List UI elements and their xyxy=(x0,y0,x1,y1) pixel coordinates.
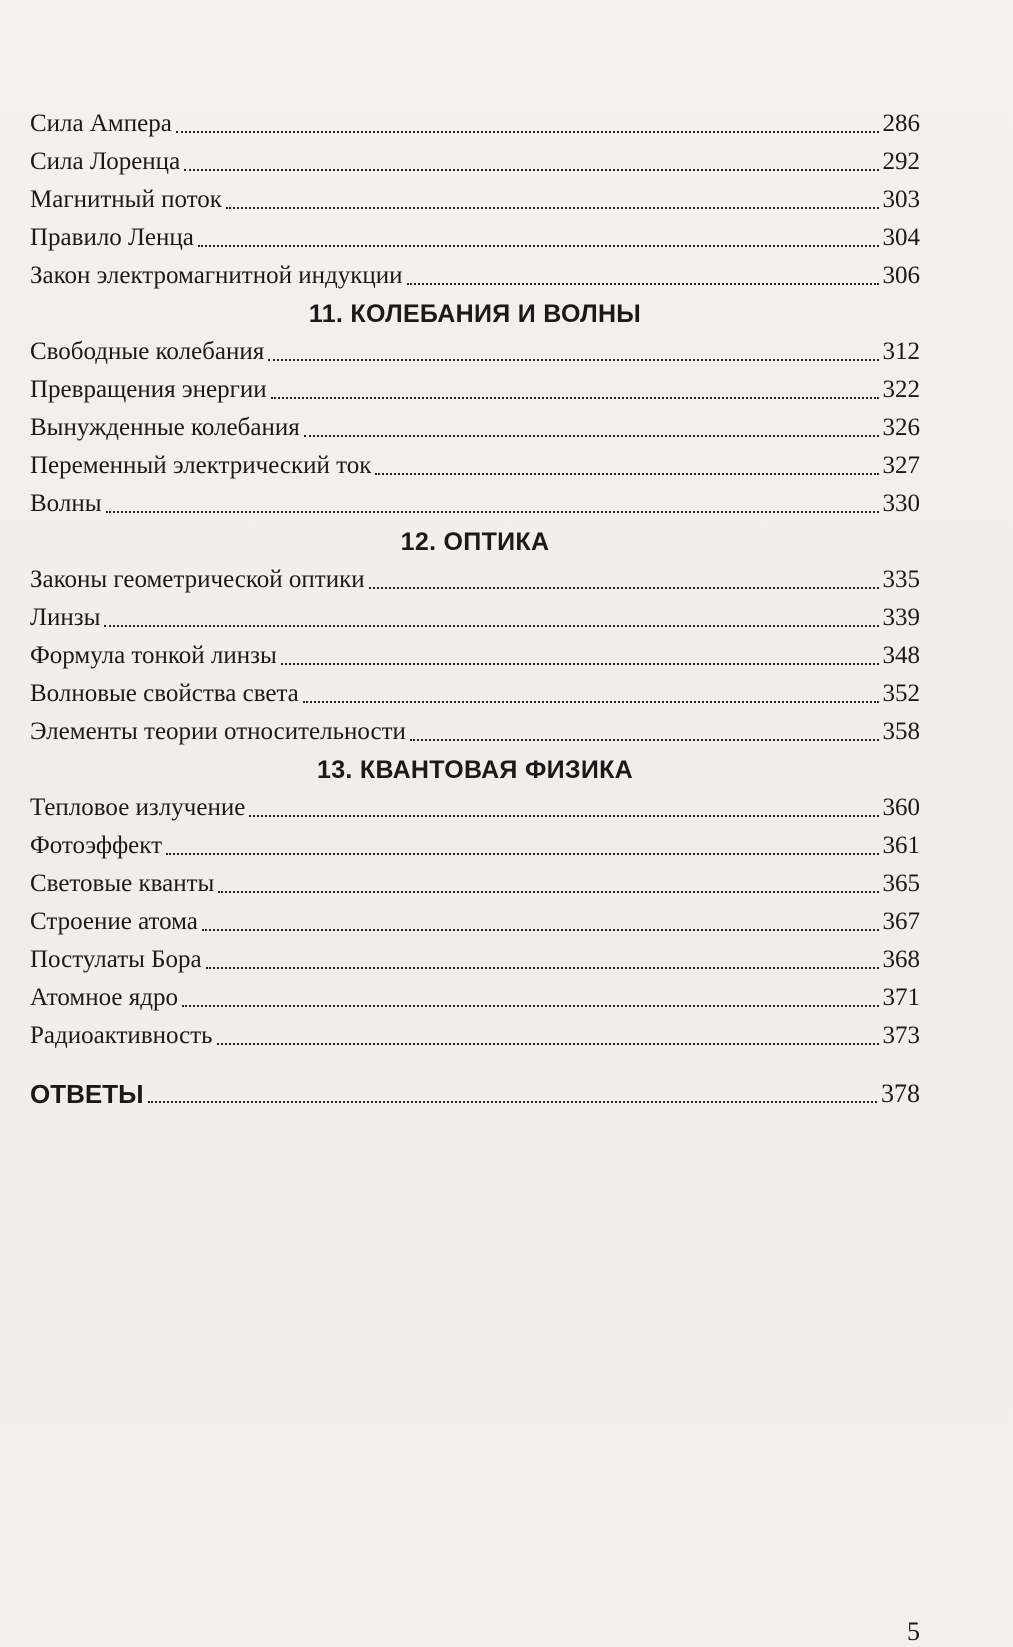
toc-entry-free-oscillations xyxy=(30,329,920,367)
toc-entry-title: Формула тонкой линзы xyxy=(30,642,277,669)
toc-entry-page: 360 xyxy=(882,794,920,821)
toc-entry-radioactivity xyxy=(30,1013,920,1051)
toc-entry-thermal-radiation xyxy=(30,785,920,823)
toc-entry-wave-properties-of-light xyxy=(30,671,920,709)
toc-entry-atom-structure xyxy=(30,899,920,937)
toc-leader-dots xyxy=(218,891,878,893)
section-heading-13: 13. КВАНТОВАЯ ФИЗИКА xyxy=(317,756,633,784)
toc-entry-page: 335 xyxy=(882,566,920,593)
toc-entry-title: Фотоэффект xyxy=(30,832,162,859)
toc-entry-title: Волны xyxy=(30,490,102,517)
toc-entry-title: Волновые свойства света xyxy=(30,680,299,707)
toc-leader-dots xyxy=(407,283,879,285)
toc-entry-title: Элементы теории относительности xyxy=(30,718,406,745)
toc-entry-page: 368 xyxy=(882,946,920,973)
toc-leader-dots xyxy=(410,739,879,741)
table-of-contents xyxy=(30,101,920,1109)
toc-entry-induction-law xyxy=(30,253,920,291)
toc-entry-geometric-optics xyxy=(30,557,920,595)
toc-entry-page: 339 xyxy=(882,604,920,631)
toc-leader-dots xyxy=(198,245,879,247)
section-heading-12: 12. ОПТИКА xyxy=(400,528,550,556)
toc-entry-title: Магнитный поток xyxy=(30,186,222,213)
toc-entry-page: 367 xyxy=(882,908,920,935)
toc-entry-page: 292 xyxy=(882,148,920,175)
toc-entry-title: ОТВЕТЫ xyxy=(30,1079,144,1109)
toc-entry-page: 306 xyxy=(882,262,920,289)
toc-entry-title: Атомное ядро xyxy=(30,984,178,1011)
toc-entry-page: 303 xyxy=(882,186,920,213)
toc-leader-dots xyxy=(104,625,878,627)
toc-entry-energy-conversion xyxy=(30,367,920,405)
toc-entry-page: 361 xyxy=(882,832,920,859)
toc-entry-forced-oscillations xyxy=(30,405,920,443)
toc-entry-alternating-current xyxy=(30,443,920,481)
toc-entry-lenses xyxy=(30,595,920,633)
toc-leader-dots xyxy=(106,511,879,513)
page-number: 5 xyxy=(907,1617,920,1646)
toc-entry-title: Тепловое излучение xyxy=(30,794,246,821)
toc-entry-page: 304 xyxy=(882,224,920,251)
toc-leader-dots xyxy=(303,701,879,703)
toc-entry-page: 358 xyxy=(882,718,920,745)
toc-leader-dots xyxy=(166,853,879,855)
toc-entry-title: Превращения энергии xyxy=(30,376,267,403)
toc-leader-dots xyxy=(271,397,879,399)
toc-entry-title: Строение атома xyxy=(30,908,198,935)
toc-leader-dots xyxy=(206,967,879,969)
toc-entry-photoeffect xyxy=(30,823,920,861)
toc-entry-answers xyxy=(30,1051,920,1109)
toc-entry-page: 352 xyxy=(882,680,920,707)
toc-leader-dots xyxy=(176,131,879,133)
toc-leader-dots xyxy=(304,435,879,437)
toc-entry-page: 371 xyxy=(882,984,920,1011)
toc-entry-lenz-rule xyxy=(30,215,920,253)
toc-leader-dots xyxy=(182,1005,879,1007)
toc-entry-lorentz-force xyxy=(30,139,920,177)
toc-entry-page: 378 xyxy=(881,1079,920,1108)
toc-leader-dots xyxy=(369,587,879,589)
toc-entry-title: Закон электромагнитной индукции xyxy=(30,262,403,289)
toc-entry-title: Радиоактивность xyxy=(30,1022,213,1049)
toc-entry-title: Линзы xyxy=(30,604,101,631)
toc-entry-relativity xyxy=(30,709,920,747)
toc-leader-dots xyxy=(226,207,879,209)
toc-leader-dots xyxy=(375,473,878,475)
toc-entry-page: 327 xyxy=(882,452,920,479)
toc-entry-title: Правило Ленца xyxy=(30,224,194,251)
toc-leader-dots xyxy=(217,1043,879,1045)
toc-entry-bohr-postulates xyxy=(30,937,920,975)
toc-entry-page: 322 xyxy=(882,376,920,403)
toc-leader-dots xyxy=(281,663,879,665)
toc-entry-page: 312 xyxy=(882,338,920,365)
toc-leader-dots xyxy=(249,815,878,817)
toc-entry-page: 365 xyxy=(882,870,920,897)
toc-entry-page: 326 xyxy=(882,414,920,441)
toc-leader-dots xyxy=(202,929,879,931)
toc-entry-page: 348 xyxy=(882,642,920,669)
toc-entry-light-quanta xyxy=(30,861,920,899)
toc-entry-title: Переменный электрический ток xyxy=(30,452,372,479)
toc-entry-thin-lens-formula xyxy=(30,633,920,671)
toc-leader-dots xyxy=(148,1101,877,1103)
toc-entry-page: 330 xyxy=(882,490,920,517)
toc-entry-title: Постулаты Бора xyxy=(30,946,202,973)
toc-entry-waves xyxy=(30,481,920,519)
toc-entry-title: Сила Ампера xyxy=(30,110,172,137)
toc-entry-ampere-force xyxy=(30,101,920,139)
toc-leader-dots xyxy=(184,169,878,171)
toc-entry-page: 286 xyxy=(882,110,920,137)
toc-entry-magnetic-flux xyxy=(30,177,920,215)
toc-entry-title: Вынужденные колебания xyxy=(30,414,300,441)
toc-entry-title: Законы геометрической оптики xyxy=(30,566,365,593)
toc-entry-title: Свободные колебания xyxy=(30,338,265,365)
section-heading-11: 11. КОЛЕБАНИЯ И ВОЛНЫ xyxy=(308,300,642,328)
toc-entry-title: Световые кванты xyxy=(30,870,215,897)
toc-leader-dots xyxy=(268,359,878,361)
toc-entry-page: 373 xyxy=(882,1022,920,1049)
toc-entry-atomic-nucleus xyxy=(30,975,920,1013)
toc-entry-title: Сила Лоренца xyxy=(30,148,181,175)
